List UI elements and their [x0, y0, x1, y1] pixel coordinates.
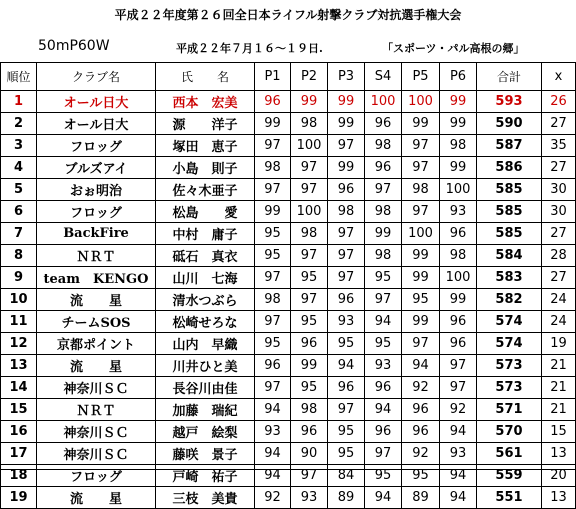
score-p3-cell: 93	[328, 311, 365, 333]
score-p1-cell: 95	[255, 333, 291, 355]
score-p3-cell: 97	[328, 223, 365, 245]
total-cell: 573	[477, 355, 542, 377]
table-row	[1, 333, 576, 355]
club-cell: ＮＲＴ	[37, 245, 156, 267]
club-cell: 神奈川ＳＣ	[37, 421, 156, 443]
score-p2-cell: 95	[291, 267, 328, 289]
score-p5-cell: 95	[402, 465, 440, 487]
score-p3-cell: 99	[328, 157, 365, 179]
score-s4-cell: 98	[365, 135, 402, 157]
club-cell: 神奈川ＳＣ	[37, 443, 156, 465]
score-p3-cell: 98	[328, 201, 365, 223]
x-count-cell: 21	[542, 399, 576, 421]
score-s4-cell: 96	[365, 377, 402, 399]
name-cell: 中村 庸子	[156, 223, 255, 245]
page-title: 平成２２年度第２６回全日本ライフル射撃クラブ対抗選手権大会	[114, 8, 462, 22]
rank-cell: 11	[1, 311, 37, 333]
header-club: クラブ名	[37, 63, 156, 91]
score-p5-cell: 89	[402, 487, 440, 509]
table-row	[1, 355, 576, 377]
table-row	[1, 399, 576, 421]
score-s4-cell: 100	[365, 91, 402, 113]
score-p5-cell: 99	[402, 311, 440, 333]
score-s4-cell: 94	[365, 399, 402, 421]
x-count-cell: 26	[542, 91, 576, 113]
event-label: 50mP60W	[38, 38, 110, 54]
event-venue: 「スポーツ・パル高根の郷」	[382, 42, 525, 55]
table-row	[1, 377, 576, 399]
name-cell: 藤咲 景子	[156, 443, 255, 465]
x-count-cell: 20	[542, 465, 576, 487]
name-cell: 佐々木亜子	[156, 179, 255, 201]
score-s4-cell: 93	[365, 355, 402, 377]
x-count-cell: 19	[542, 333, 576, 355]
score-p6-cell: 96	[440, 223, 477, 245]
name-cell: 三枝 美貴	[156, 487, 255, 509]
rank-cell: 5	[1, 179, 37, 201]
score-p2-cell: 98	[291, 399, 328, 421]
score-p5-cell: 95	[402, 289, 440, 311]
table-row	[1, 245, 576, 267]
table-row	[1, 311, 576, 333]
score-p1-cell: 99	[255, 201, 291, 223]
x-count-cell: 21	[542, 377, 576, 399]
rank-cell: 18	[1, 465, 37, 487]
header-s4: S4	[365, 63, 402, 91]
name-cell: 川井ひと美	[156, 355, 255, 377]
table-row	[1, 135, 576, 157]
score-p2-cell: 98	[291, 113, 328, 135]
name-cell: 山川 七海	[156, 267, 255, 289]
score-p5-cell: 92	[402, 443, 440, 465]
club-cell: フロッグ	[37, 465, 156, 487]
total-cell: 583	[477, 267, 542, 289]
score-p1-cell: 92	[255, 487, 291, 509]
x-count-cell: 13	[542, 443, 576, 465]
club-cell: 京都ポイント	[37, 333, 156, 355]
score-p2-cell: 100	[291, 201, 328, 223]
score-s4-cell: 96	[365, 113, 402, 135]
header-rank: 順位	[1, 63, 37, 91]
score-p2-cell: 96	[291, 421, 328, 443]
x-count-cell: 27	[542, 113, 576, 135]
club-cell: ブルズアイ	[37, 157, 156, 179]
score-p2-cell: 100	[291, 135, 328, 157]
score-p5-cell: 99	[402, 245, 440, 267]
score-p2-cell: 98	[291, 223, 328, 245]
score-p6-cell: 99	[440, 157, 477, 179]
score-p2-cell: 97	[291, 157, 328, 179]
rank-cell: 7	[1, 223, 37, 245]
score-p6-cell: 99	[440, 289, 477, 311]
score-p6-cell: 99	[440, 91, 477, 113]
club-cell: フロッグ	[37, 201, 156, 223]
score-p6-cell: 100	[440, 267, 477, 289]
score-p6-cell: 93	[440, 201, 477, 223]
score-p6-cell: 96	[440, 311, 477, 333]
score-p6-cell: 97	[440, 377, 477, 399]
score-p6-cell: 97	[440, 355, 477, 377]
x-count-cell: 24	[542, 289, 576, 311]
score-s4-cell: 95	[365, 465, 402, 487]
rank-cell: 15	[1, 399, 37, 421]
table-row	[1, 113, 576, 135]
club-cell: BackFire	[37, 223, 156, 245]
rank-cell: 2	[1, 113, 37, 135]
x-count-cell: 13	[542, 487, 576, 509]
score-p5-cell: 96	[402, 421, 440, 443]
score-p6-cell: 96	[440, 333, 477, 355]
table-row	[1, 443, 576, 465]
score-p2-cell: 97	[291, 245, 328, 267]
score-p6-cell: 93	[440, 443, 477, 465]
total-cell: 571	[477, 399, 542, 421]
score-s4-cell: 94	[365, 311, 402, 333]
results-table	[0, 62, 576, 509]
table-row	[1, 267, 576, 289]
score-p5-cell: 94	[402, 355, 440, 377]
name-cell: 塚田 恵子	[156, 135, 255, 157]
score-p1-cell: 97	[255, 267, 291, 289]
score-s4-cell: 94	[365, 487, 402, 509]
score-p2-cell: 96	[291, 333, 328, 355]
rank-cell: 13	[1, 355, 37, 377]
club-cell: おぉ明治	[37, 179, 156, 201]
x-count-cell: 30	[542, 201, 576, 223]
total-cell: 593	[477, 91, 542, 113]
x-count-cell: 21	[542, 355, 576, 377]
club-cell: 神奈川ＳＣ	[37, 377, 156, 399]
score-p2-cell: 97	[291, 179, 328, 201]
total-cell: 585	[477, 223, 542, 245]
score-p6-cell: 98	[440, 245, 477, 267]
score-s4-cell: 98	[365, 201, 402, 223]
score-p2-cell: 97	[291, 465, 328, 487]
header-p3: P3	[328, 63, 365, 91]
score-p3-cell: 95	[328, 443, 365, 465]
score-s4-cell: 96	[365, 157, 402, 179]
score-p1-cell: 96	[255, 355, 291, 377]
total-cell: 585	[477, 179, 542, 201]
score-p1-cell: 94	[255, 399, 291, 421]
x-count-cell: 27	[542, 267, 576, 289]
score-p2-cell: 90	[291, 443, 328, 465]
header-name: 氏 名	[156, 63, 255, 91]
score-p1-cell: 99	[255, 113, 291, 135]
table-row	[1, 201, 576, 223]
x-count-cell: 27	[542, 223, 576, 245]
score-p5-cell: 100	[402, 223, 440, 245]
total-cell: 586	[477, 157, 542, 179]
score-p3-cell: 96	[328, 179, 365, 201]
score-p3-cell: 96	[328, 377, 365, 399]
total-cell: 585	[477, 201, 542, 223]
name-cell: 戸崎 祐子	[156, 465, 255, 487]
table-row	[1, 465, 576, 487]
x-count-cell: 15	[542, 421, 576, 443]
table-row	[1, 487, 576, 509]
score-p1-cell: 93	[255, 421, 291, 443]
total-cell: 573	[477, 377, 542, 399]
rank-cell: 12	[1, 333, 37, 355]
name-cell: 長谷川由佳	[156, 377, 255, 399]
table-row	[1, 289, 576, 311]
score-p3-cell: 95	[328, 333, 365, 355]
total-cell: 561	[477, 443, 542, 465]
header-p6: P6	[440, 63, 477, 91]
club-cell: team KENGO	[37, 267, 156, 289]
total-cell: 584	[477, 245, 542, 267]
score-p5-cell: 97	[402, 201, 440, 223]
name-cell: 加藤 瑞紀	[156, 399, 255, 421]
score-p6-cell: 92	[440, 399, 477, 421]
club-cell: 流 星	[37, 355, 156, 377]
score-p1-cell: 94	[255, 465, 291, 487]
club-cell: ＮＲＴ	[37, 399, 156, 421]
score-s4-cell: 97	[365, 443, 402, 465]
rank-cell: 3	[1, 135, 37, 157]
rank-cell: 1	[1, 91, 37, 113]
score-p2-cell: 95	[291, 311, 328, 333]
score-p1-cell: 97	[255, 179, 291, 201]
rank-cell: 19	[1, 487, 37, 509]
score-p3-cell: 97	[328, 135, 365, 157]
total-cell: 559	[477, 465, 542, 487]
name-cell: 山内 早織	[156, 333, 255, 355]
score-p2-cell: 95	[291, 377, 328, 399]
score-p1-cell: 98	[255, 157, 291, 179]
score-p5-cell: 96	[402, 399, 440, 421]
rank-cell: 16	[1, 421, 37, 443]
total-cell: 582	[477, 289, 542, 311]
score-p3-cell: 99	[328, 113, 365, 135]
rank-cell: 9	[1, 267, 37, 289]
score-p5-cell: 92	[402, 377, 440, 399]
table-row	[1, 421, 576, 443]
score-s4-cell: 95	[365, 333, 402, 355]
total-cell: 574	[477, 333, 542, 355]
club-cell: オール日大	[37, 91, 156, 113]
score-p6-cell: 98	[440, 135, 477, 157]
table-row	[1, 223, 576, 245]
score-p1-cell: 97	[255, 135, 291, 157]
score-p2-cell: 99	[291, 91, 328, 113]
x-count-cell: 24	[542, 311, 576, 333]
score-p3-cell: 97	[328, 399, 365, 421]
score-p1-cell: 98	[255, 289, 291, 311]
header-p1: P1	[255, 63, 291, 91]
club-cell: 流 星	[37, 487, 156, 509]
score-p3-cell: 89	[328, 487, 365, 509]
rank-cell: 8	[1, 245, 37, 267]
score-p1-cell: 97	[255, 377, 291, 399]
header-p2: P2	[291, 63, 328, 91]
total-cell: 574	[477, 311, 542, 333]
header-total: 合計	[477, 63, 542, 91]
total-cell: 590	[477, 113, 542, 135]
score-p5-cell: 99	[402, 113, 440, 135]
name-cell: 清水つぶら	[156, 289, 255, 311]
table-row	[1, 157, 576, 179]
score-p3-cell: 94	[328, 355, 365, 377]
name-cell: 越戸 絵梨	[156, 421, 255, 443]
score-p3-cell: 99	[328, 91, 365, 113]
score-p6-cell: 94	[440, 421, 477, 443]
rank-cell: 10	[1, 289, 37, 311]
score-s4-cell: 95	[365, 267, 402, 289]
score-p1-cell: 94	[255, 443, 291, 465]
rank-cell: 14	[1, 377, 37, 399]
score-p6-cell: 94	[440, 487, 477, 509]
score-p1-cell: 97	[255, 311, 291, 333]
club-cell: オール日大	[37, 113, 156, 135]
total-cell: 570	[477, 421, 542, 443]
score-p3-cell: 97	[328, 245, 365, 267]
x-count-cell: 30	[542, 179, 576, 201]
x-count-cell: 27	[542, 157, 576, 179]
club-cell: 流 星	[37, 289, 156, 311]
name-cell: 松崎せろな	[156, 311, 255, 333]
score-p5-cell: 97	[402, 333, 440, 355]
score-s4-cell: 98	[365, 245, 402, 267]
total-cell: 587	[477, 135, 542, 157]
club-cell: フロッグ	[37, 135, 156, 157]
x-count-cell: 28	[542, 245, 576, 267]
club-cell: チームSOS	[37, 311, 156, 333]
score-p2-cell: 93	[291, 487, 328, 509]
name-cell: 源 洋子	[156, 113, 255, 135]
score-p1-cell: 95	[255, 245, 291, 267]
score-p3-cell: 96	[328, 289, 365, 311]
rank-cell: 6	[1, 201, 37, 223]
table-row	[1, 91, 576, 113]
score-p3-cell: 97	[328, 267, 365, 289]
score-p1-cell: 95	[255, 223, 291, 245]
score-p3-cell: 84	[328, 465, 365, 487]
x-count-cell: 35	[542, 135, 576, 157]
score-p2-cell: 99	[291, 355, 328, 377]
name-cell: 小島 則子	[156, 157, 255, 179]
score-p6-cell: 100	[440, 179, 477, 201]
header-x: x	[542, 63, 576, 91]
score-p3-cell: 95	[328, 421, 365, 443]
score-s4-cell: 97	[365, 289, 402, 311]
table-header-row	[1, 63, 576, 91]
header-p5: P5	[402, 63, 440, 91]
name-cell: 砥石 真衣	[156, 245, 255, 267]
rank-cell: 17	[1, 443, 37, 465]
score-p5-cell: 100	[402, 91, 440, 113]
score-s4-cell: 97	[365, 179, 402, 201]
score-p5-cell: 97	[402, 157, 440, 179]
event-date: 平成２２年７月１６～１９日.	[176, 42, 323, 55]
name-cell: 松島 愛	[156, 201, 255, 223]
score-s4-cell: 96	[365, 421, 402, 443]
score-p5-cell: 99	[402, 267, 440, 289]
score-p2-cell: 97	[291, 289, 328, 311]
score-p5-cell: 97	[402, 135, 440, 157]
score-p6-cell: 99	[440, 113, 477, 135]
score-p1-cell: 96	[255, 91, 291, 113]
table-row	[1, 179, 576, 201]
rank-cell: 4	[1, 157, 37, 179]
score-p5-cell: 98	[402, 179, 440, 201]
total-cell: 551	[477, 487, 542, 509]
score-p6-cell: 94	[440, 465, 477, 487]
name-cell: 西本 宏美	[156, 91, 255, 113]
score-s4-cell: 99	[365, 223, 402, 245]
